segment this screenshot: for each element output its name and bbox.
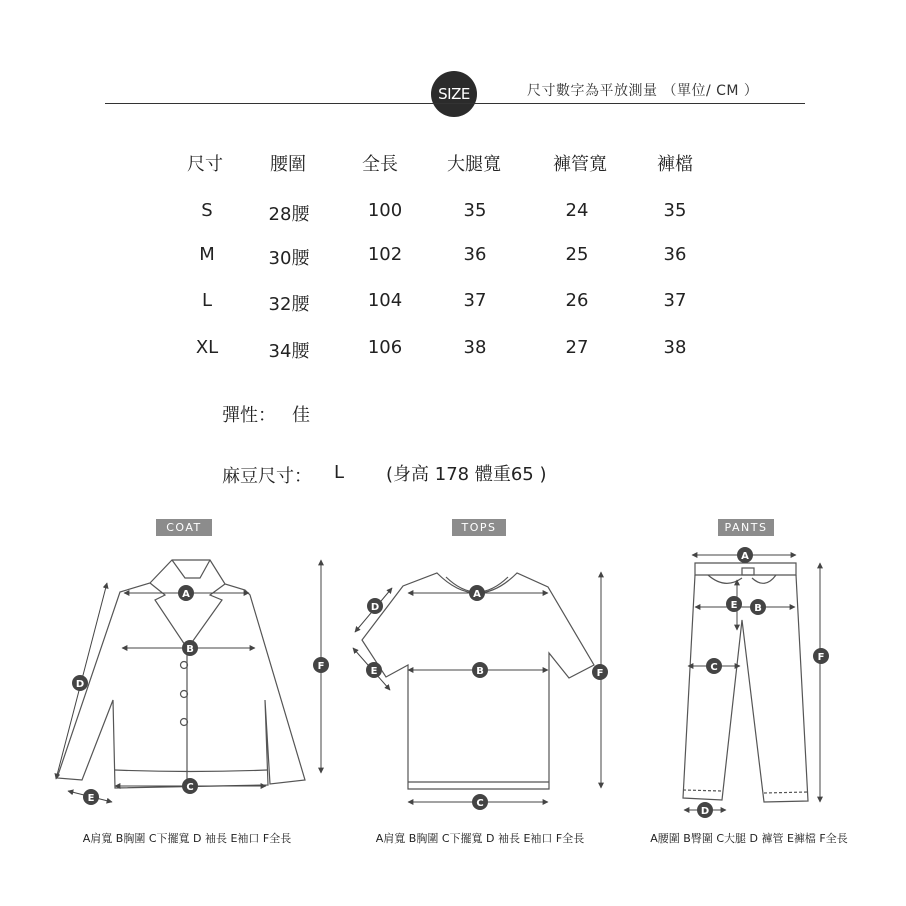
tops-marker-b — [472, 662, 488, 678]
pants-legend: A腰圍 B臀圍 C大腿 D 褲管 E褲檔 F全長 — [650, 832, 848, 845]
table-header-cell: 全長 — [362, 154, 398, 175]
table-cell: 36 — [663, 244, 687, 265]
table-cell: 37 — [663, 290, 687, 311]
table-cell: 104 — [367, 290, 403, 311]
table-header-cell: 腰圍 — [270, 154, 306, 175]
model-size-value: L — [334, 462, 345, 483]
pants-marker-d — [697, 802, 713, 818]
table-cell: 34腰 — [268, 341, 310, 362]
size-badge: SIZE — [431, 71, 477, 117]
pants-measure-lines — [684, 555, 820, 810]
svg-text:B: B — [754, 603, 762, 614]
coat-marker-d — [72, 675, 88, 691]
tops-measure-lines — [353, 572, 601, 802]
elasticity-value: 佳 — [292, 405, 310, 426]
table-cell: 100 — [367, 200, 403, 221]
svg-text:B: B — [476, 666, 484, 677]
table-header-cell: 尺寸 — [187, 154, 223, 175]
table-cell: 25 — [565, 244, 589, 265]
pants-diagram — [683, 563, 808, 802]
svg-text:F: F — [817, 652, 825, 663]
pants-tag: PANTS — [718, 519, 774, 536]
table-header-cell: 褲檔 — [657, 154, 693, 175]
table-cell: S — [201, 200, 213, 221]
pants-marker-a — [737, 547, 753, 563]
table-cell: M — [199, 244, 215, 265]
table-cell: 24 — [565, 200, 589, 221]
table-cell: 36 — [463, 244, 487, 265]
coat-marker-b — [182, 640, 198, 656]
svg-text:F: F — [317, 661, 325, 672]
table-header-cell: 褲管寬 — [553, 154, 607, 175]
pants-marker-e — [726, 596, 742, 612]
unit-note: 尺寸數字為平放測量 （單位/ CM ） — [527, 83, 759, 99]
svg-text:F: F — [596, 668, 604, 679]
table-cell: 35 — [463, 200, 487, 221]
table-cell: 37 — [463, 290, 487, 311]
svg-text:E: E — [87, 793, 95, 804]
pants-marker-b — [750, 599, 766, 615]
table-header-cell: 大腿寬 — [447, 154, 501, 175]
svg-text:D: D — [75, 679, 85, 690]
coat-marker-f — [313, 657, 329, 673]
svg-text:C: C — [710, 662, 718, 673]
coat-marker-a — [178, 585, 194, 601]
tops-marker-c — [472, 794, 488, 810]
table-cell: 28腰 — [268, 204, 310, 225]
svg-text:D: D — [700, 806, 710, 817]
svg-text:C: C — [186, 782, 194, 793]
table-cell: XL — [195, 337, 219, 358]
tops-marker-a — [469, 585, 485, 601]
table-cell: 38 — [463, 337, 487, 358]
coat-legend: A肩寬 B胸圍 C下擺寬 D 袖長 E袖口 F全長 — [82, 832, 292, 845]
svg-text:C: C — [476, 798, 484, 809]
tops-marker-e — [366, 662, 382, 678]
tops-tag: TOPS — [452, 519, 506, 536]
table-cell: 35 — [663, 200, 687, 221]
svg-text:E: E — [730, 600, 738, 611]
coat-marker-c — [182, 778, 198, 794]
svg-text:A: A — [473, 589, 481, 600]
table-cell: 26 — [565, 290, 589, 311]
svg-text:E: E — [370, 666, 378, 677]
svg-text:D: D — [370, 602, 380, 613]
tops-marker-f — [592, 664, 608, 680]
table-cell: 32腰 — [268, 294, 310, 315]
table-cell: L — [201, 290, 213, 311]
tops-diagram — [362, 573, 594, 789]
tops-legend: A肩寬 B胸圍 C下擺寬 D 袖長 E袖口 F全長 — [375, 832, 585, 845]
svg-text:A: A — [741, 551, 749, 562]
model-body-note: (身高 178 體重65 ) — [386, 464, 547, 485]
table-cell: 38 — [663, 337, 687, 358]
elasticity-label: 彈性： — [222, 405, 276, 426]
table-cell: 30腰 — [268, 248, 310, 269]
tops-marker-d — [367, 598, 383, 614]
coat-marker-e — [83, 789, 99, 805]
pants-marker-f — [813, 648, 829, 664]
table-cell: 102 — [367, 244, 403, 265]
svg-text:A: A — [182, 589, 190, 600]
table-cell: 106 — [367, 337, 403, 358]
table-cell: 27 — [565, 337, 589, 358]
svg-text:B: B — [186, 644, 194, 655]
coat-tag: COAT — [156, 519, 212, 536]
pants-marker-c — [706, 658, 722, 674]
model-size-label: 麻豆尺寸： — [222, 466, 312, 487]
